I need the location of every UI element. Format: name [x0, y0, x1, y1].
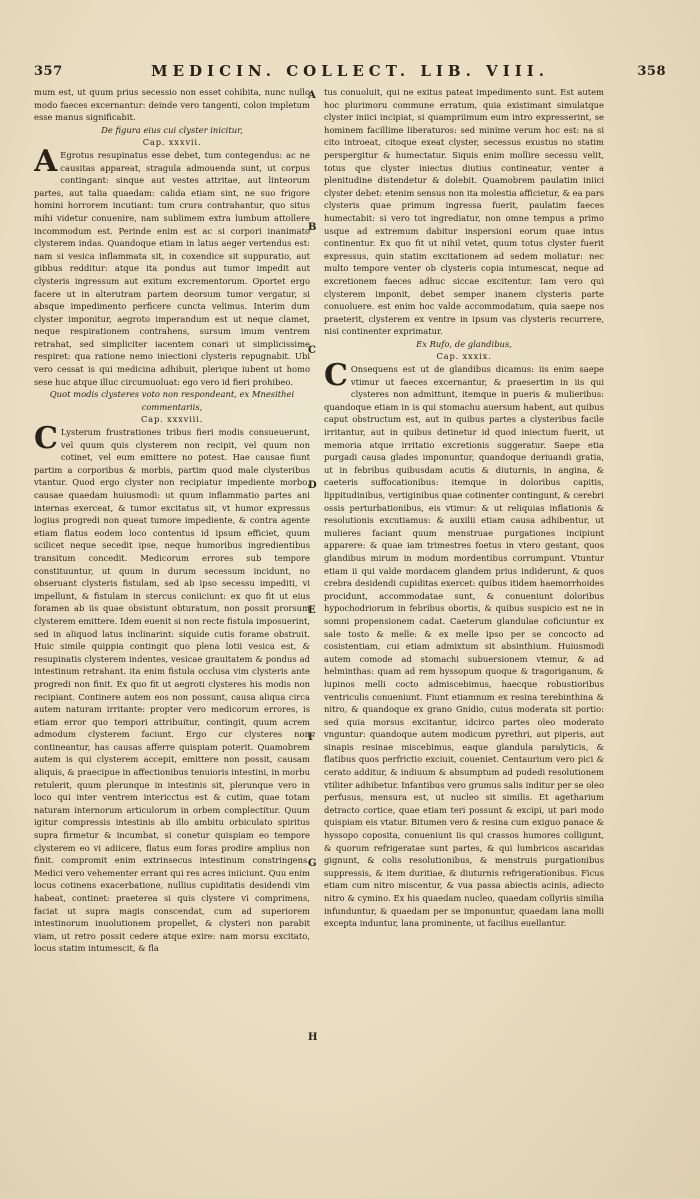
paragraph-text: Onsequens est ut de glandibus dicamus: iis enim saepe vtimur ut faeces excernantur, & praesertim in iis qui clysteres non admittunt, itemque in pueris & mulieribus: quandoque etiam in is qui stomachu auersum habent, aut quibus caput obstructum est, aut in quibus partes a clysteribus facile irritantur, aut in quibus detinetur id quod iniectum fuerit, ut memoria atque irritatio excretionis suggeratur. Saepe etia purgadi causa glades imponuntur, quandoque deriuandi gratia, ut in febribus quibusdam acutis & diuturnis, in angina, & caeteris suffocationibus: itemque in doloribus capitis, lippitudinibus, vertiginibus quae cotinenter contingunt, & cerebri ossis perturbationibus, eis vtimur: & ut reliquias inflationis & resolutionis excutiamus: & auxilii etiam causa adhibentur, ut mulieres faciant quum menstruae purgationes incipiunt apparere: & quae iam trimestres foetus in vtero gestant, quos glandibus mirum in modum mordentibus corrumpunt. Vtuntur etiam ii qui valde mordacem glandem prius indiderunt, & quos crebra desidendi cupiditas exercet: quibus itidem haemorrhoides procidunt, accommodatae sunt, & conueniunt doloribus hypochodriorum in febribus obortis, & quibus suspicio est ne in somni propensionem cadat. Caeterum glandulae coficiuntur ex sale tosto & melle: & ex melle ipso per se concocto ad cosistentiam, cui etiam admixtum sit absinthium. Huiusmodi autem comode ad stomachi subuersionem vtemur, & ad helminthas: quam ad rem hyssopum quoque & tragoriganum, & lupinos melli cocto admiscebimus, haecque robustioribus ventriculis conueniunt. Fiunt etiamnum ex resina terebinthina & nitro, & quandoque ex grano Gnidio, cuius moderata sit portio: sed quia morsus excitantur, idcirco partes oleo moderato vnguntur: quandoque autem modicum pyrethri, aut piperis, aut sinapis resinae miscebimus, eaque glandula paralyticis, & flatibus quos perfrictio exciuit, coueniet. Centaurium vero pici & cerato additur, & indiuum & absumptum ad pudedi resolutionem vtiliter adhibetur. Infantibus vero grumus salis inditur per se oleo perfusus, mensura est, ut nucleo sit similis. Et agetharium detracto cortice, quae etiam teri possunt & excipi, ut pari modo quispiam eis vtatur. Bitumen vero & resina cum exiguo panace & hyssopo coposita, conueniunt iis qui crassos humores colligunt, & quorum refrigeratae sunt partes, & qui lumbricos ascaridas gignunt, & colis resolutionibus, & menstruis purgationibus suppressis, & item duritiae, & diuturnis refrigerationibus. Ficus etiam cum nitro miscentur, & vua passa abiectis acinis, adiecto nitro & cymino. Ex his quaedam nucleo, quaedam collyriis similia infunduntur, & quaedam per se imponuntur, quaedam lana molli excepta induntur, lana prominente, ut facilius euellantur.: [324, 364, 604, 929]
margin-letter-a: A: [308, 90, 316, 101]
paragraph: mum est, ut quum prius secessio non esset cohibita, nunc nullo modo faeces excernantur: deinde vero tangenti, colon impletum esse manus significabit.: [34, 87, 310, 123]
right-column: [324, 86, 604, 930]
chapter-number: Cap. xxxviii.: [140, 414, 204, 425]
page-header: [34, 62, 666, 84]
left-column: [34, 86, 310, 955]
paragraph: [34, 421, 310, 955]
margin-letter-b: B: [308, 222, 317, 233]
chapter-number: Cap. xxxix.: [436, 351, 492, 362]
page-number-right: 358: [637, 64, 666, 79]
margin-letter-h: H: [308, 1032, 318, 1043]
chapter-title: De figura eius cui clyster inicitur,: [101, 124, 243, 135]
margin-letter-f: F: [308, 732, 316, 743]
paragraph: [34, 143, 310, 388]
drop-cap: C: [324, 358, 348, 394]
drop-cap: C: [34, 421, 58, 457]
running-head: MEDICIN. COLLECT. LIB. VIII.: [151, 62, 549, 80]
column-gutter: [316, 90, 317, 1095]
drop-cap: A: [34, 143, 58, 179]
chapter-title: Ex Rufo, de glandibus,: [416, 338, 512, 349]
margin-letter-c: C: [308, 345, 316, 356]
margin-letter-g: G: [308, 858, 317, 869]
chapter-number: Cap. xxxvii.: [142, 137, 202, 148]
margin-letter-d: D: [308, 480, 317, 491]
paragraph-text: Egrotus resupinatus esse debet, tum contegendus: ac ne causitas appareat, stragula admouenda sunt, ut corpus contingant: sinque aut vestes attritae, aut linteorum partes, aut talia quaedam: calida etiam sint, ne suo frigore homini horrorem incutiant: tum crura contrahantur, quo situs mihi videtur conuenire, nam sublimem extra lumbum attollere incommodum est. Perinde enim est ac si corpori inanimato clysterem indas. Quandoque etiam in latus aeger vertendus est: nam si vesica inflammata sit, in coxendice sit suppuratio, aut gibbus redditur: atque ita pondus aut tumor impedit aut clysteris ingressum aut exitum excrementorum. Oportet ergo facere ut in alterutram partem deorsum tumor vergatur, si absque impedimento perficere cuncta velimus. Interim dum clyster imponitur, aegroto imperandum est ut neque clamet, neque respirationem contrahens, sursum imum ventrem retrahat, sed simpliciter iacentem conari ut simplicissime respiret: qua ratione nemo iniectioni clysteris repugnabit. Ubi vero cessat is qui medicina adhibuit, plerique iubent ut homo sese huc atque illuc circumuoluat: ego vero id fieri prohibeo.: [34, 149, 310, 387]
paragraph: [324, 358, 604, 930]
margin-letter-e: E: [308, 605, 316, 616]
paragraph-text: Lysterum frustrationes tribus fieri modis consueuerunt, vel quum quis clysterem non recipit, vel quum non cotinet, vel eum emittere no potest. Hae causae fiunt partim a corporibus & morbis, partim quod male clysteribus vtantur. Quod ergo clyster non recipiatur impediente morbo, causae quaedam huiusmodi: ut quum inflammatio partes ani internas exerceat, & tumor excitatus sit, vt humor expressus logius progredi non queat tumore impediente, & contra agente etiam flatus eodem loco contentus id ipsum efficiet, quum scilicet neque secedit ipse, neque humoribus ingredientibus transitum concedit. Medicorum errores sub tempore constituuntur, ut quum in durum secessum incidunt, no obseruant clysteris fistulam, sed ab ipso secessu impediti, vi impellunt, & fistulam in stercus coniiciunt: ex quo fit ut eius foramen ab iis quae obsistunt obturatum, non possit prorsum clysterem emittere. Idem euenit si non recte fistula imposuerint, sed in aliquod latus inclinarint: siquide cutis forame obstruit. Huic simile quippia contingit quo plena lotii vesica est, & resupinatis clysterem indentes, vesicae grauitatem & pondus ad intestinum retrahant. ita enim fistula occlusa vim clysteris ante progredi non finit. Ex quo fit ut aegroti clysteres his modis non recipiant. Continere autem eos non possunt, causa aliqua circa autem naturam irritante: propter vero medicorum errores, is etiam error quo tempori attribuitur, contingit, quum acrem admodum clysterem faciunt. Ergo cur clysteres non contineantur, has causas afferre quispiam poterit. Quamobrem autem is qui clysterem accepit, emittere non possit, causam aliquis, & praecipue in affectionibus tenuioris intestini, in morbu retulerit, quum plerunque in intestinis sit, plerunque vero in loco qui inter ventrem intericctus est & cutim, quae totam naturam internorum articulorum in orbem complectitur. Quum igitur compressis intestinis ab illo ambitu orbiculato spiritus supra firmetur & incumbat, si conetur quispiam eo tempore clysterem eo vi adiicere, flatus eum foras prodire amplius non finit. compromit enim extrinsecus intestinum constringens. Medici vero vehementer errant qui res acres iniiciunt. Quu enim locus cotinens exacerbatione, nullius cupiditatis desidendi vim habeat, continet: praeterea si quis clystere vi comprimens, faciat ut supra magis conscendat, cum ad superiorem intestinorum inuolutionem propellet, & clysteri non parabit viam, ut retro possit cedere atque exire: nam morsu excitato, locus statim intumescit, & fla: [34, 427, 310, 954]
chapter-title: Quot modis clysteres voto non respondeant, ex Mnesithei commentariis,: [49, 389, 295, 412]
page-number-left: 357: [34, 64, 63, 79]
paragraph: tus conuoluit, qui ne exitus pateat impedimento sunt. Est autem hoc plurimoru commune erratum, quia existimant simulatque clyster iniici incipiat, si quampriimum eum intro expresserint, se hominem facillime liberaturos: sed minime verum hoc est: na si cito introeat, citoque exeat clyster, secessus exustus no statim perspergitur & humectatur. Siquis enim mollire secessu velit, totus que clyster iniectus diutius contineatur, venter a plenitudine distendetur & dolebit. Quamobrem paulatim iniici clyster debet: etenim sensus non ita molestia afficietur, & ea pars clysteris quae primum ingressa fuerit, paulatim faeces humectabit: si vero tot ingrediatur, non omne tempus a primo usque ad extremum dabitur inspersioni eorum quae intus continentur. Ex quo fit ut nihil vetet, quum totus clyster fuerit expressus, quin statim excitationem ad sedem moliatur: nec multo tempore venter ob clysteris copia intumescat, neque ad excretionem faeces adhuc siccae excitentur. Iam vero qui clysterem imponit, debet semper inanem clysteris parte conuoluere. est enim hoc valde accommodatum, quia saepe nos praeterit, clysterem ex ventre in ipsum vas clysteris recurrere, nisi continenter exprimatur.: [324, 87, 604, 337]
